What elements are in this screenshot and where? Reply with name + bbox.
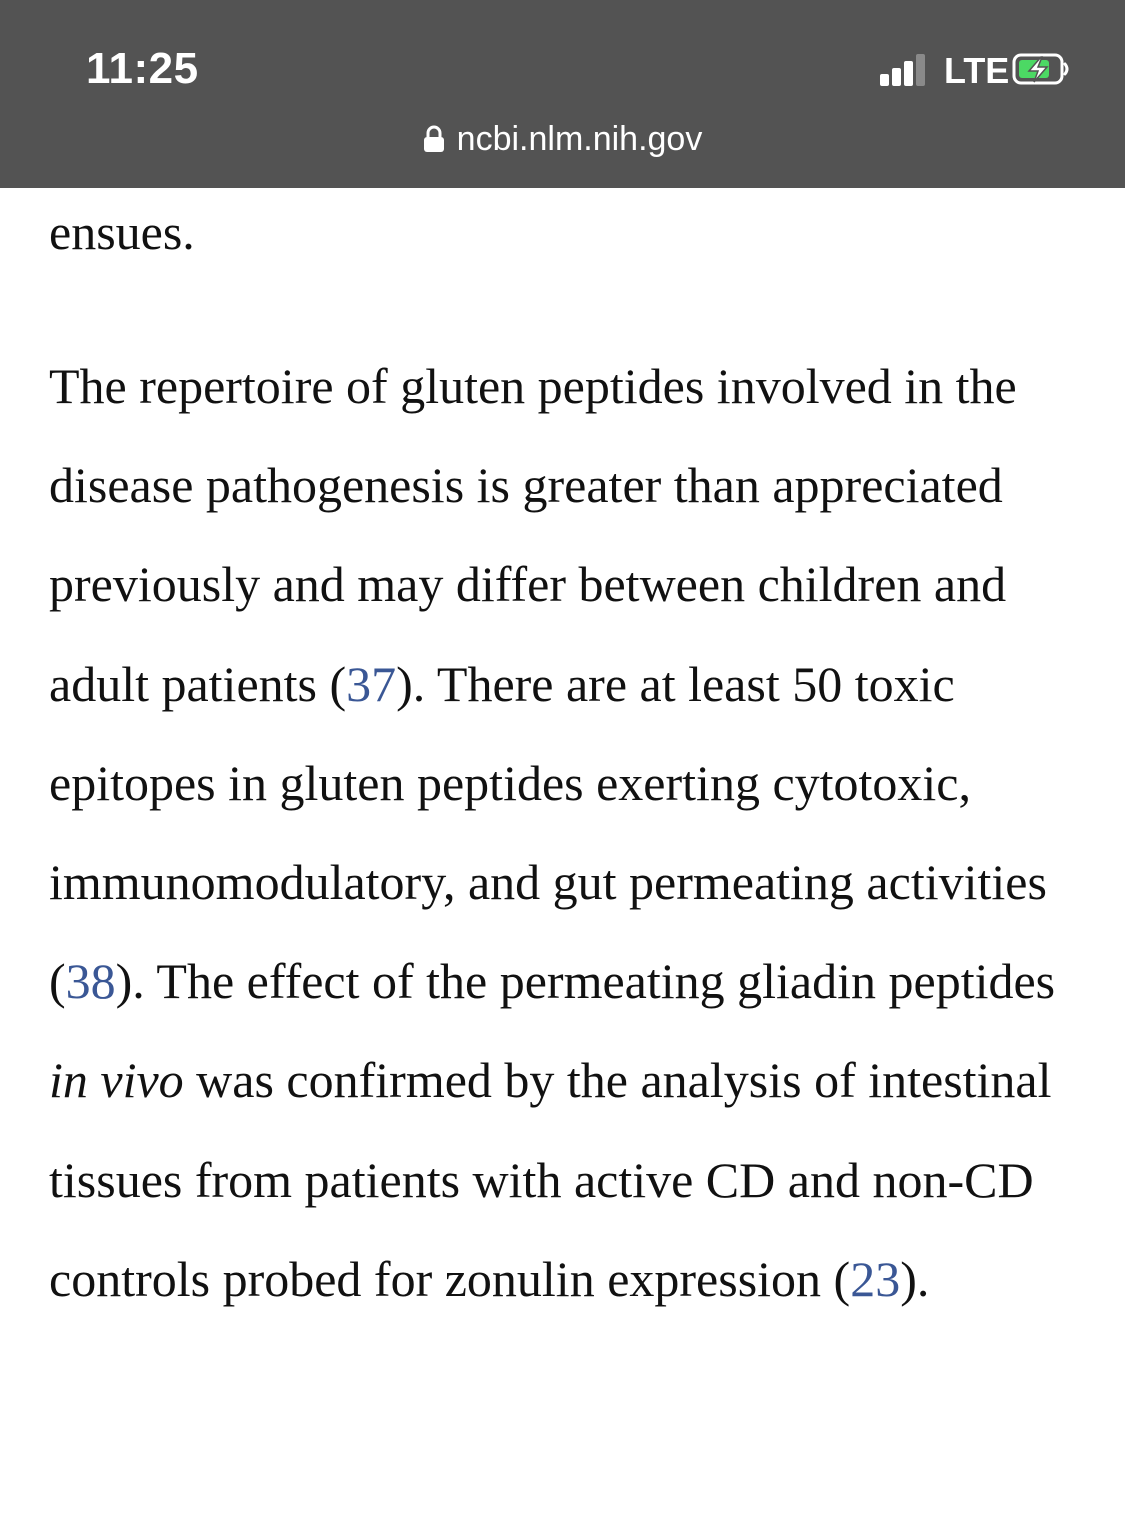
article-paragraph: [49, 337, 1089, 1329]
paragraph-text: ). The effect of the permeating gliadin peptides: [115, 953, 1056, 1010]
paragraph-text: The repertoire of gluten peptides involved in the disease pathogenesis is greater than appreciated previously and may differ between children and adult patients (: [49, 358, 1017, 712]
paragraph-text: ).: [900, 1250, 930, 1307]
reference-link-37[interactable]: 37: [346, 655, 397, 712]
signal-icon: [880, 52, 928, 86]
lock-icon: [423, 125, 445, 153]
status-time: 11:25: [86, 44, 199, 93]
address-bar[interactable]: [0, 120, 1125, 159]
reference-link-23[interactable]: 23: [850, 1250, 901, 1307]
paragraph-text: was confirmed by the analysis of intestinal tissues from patients with active CD and non-CD controls probed for zonulin expression (: [49, 1052, 1052, 1307]
previous-paragraph-end: ensues.: [49, 204, 195, 260]
reference-link-38[interactable]: 38: [65, 953, 116, 1010]
browser-top-bar: [0, 0, 1125, 188]
network-type: LTE: [944, 50, 1010, 91]
paragraph-text: ). There are at least 50 toxic epitopes in gluten peptides exerting cytotoxic, immunomodulatory, and gut permeating activities (: [49, 655, 1047, 1010]
article-content: [49, 188, 1089, 1329]
italic-term: in vivo: [49, 1052, 184, 1109]
battery-charging-icon: [1012, 52, 1070, 86]
address-url: ncbi.nlm.nih.gov: [456, 120, 703, 158]
